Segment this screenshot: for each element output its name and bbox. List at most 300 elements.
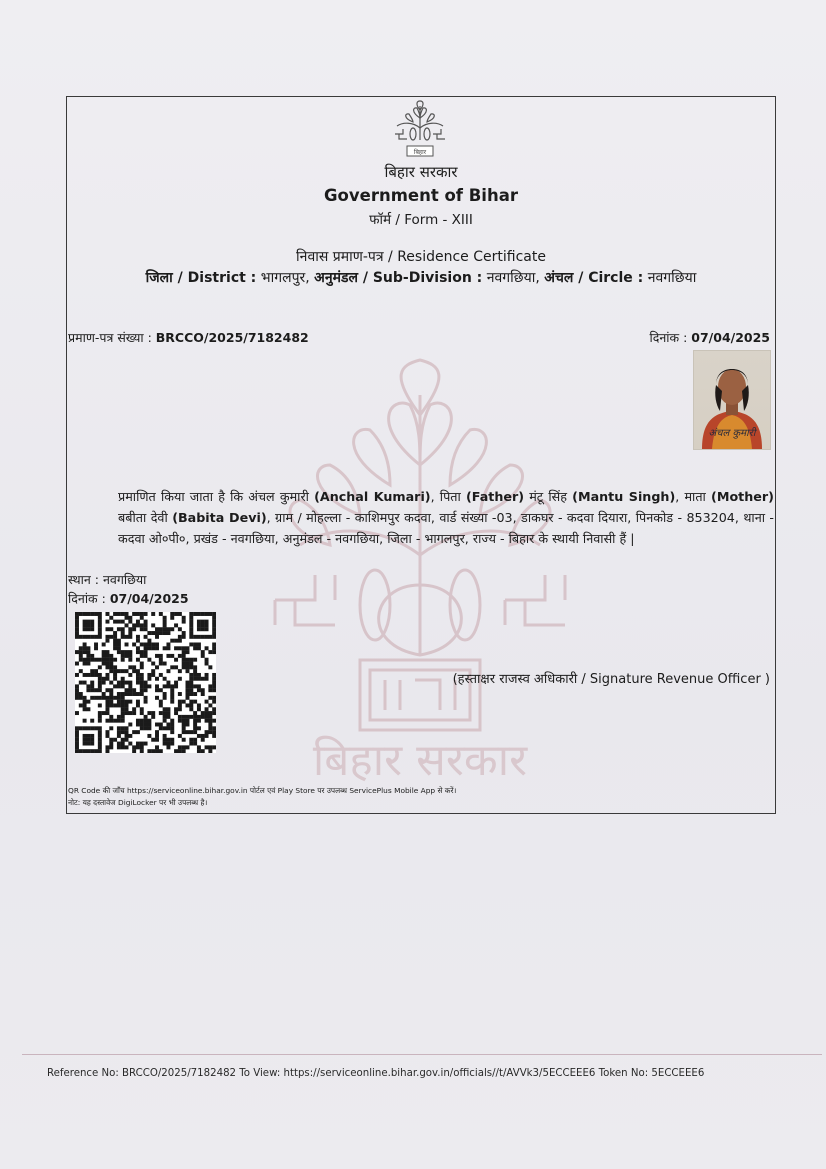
qr-module	[155, 749, 159, 753]
qr-module	[159, 723, 163, 727]
qr-module	[205, 623, 209, 627]
qr-module	[147, 658, 151, 662]
qr-module	[94, 696, 98, 700]
qr-module	[186, 715, 190, 719]
qr-module	[174, 665, 178, 669]
qr-module	[144, 723, 148, 727]
qr-module	[75, 742, 79, 746]
qr-module	[128, 620, 132, 624]
qr-module	[193, 646, 197, 650]
qr-module	[128, 681, 132, 685]
qr-module	[117, 700, 121, 704]
qr-module	[86, 684, 90, 688]
qr-module	[113, 673, 117, 677]
qr-module	[121, 700, 125, 704]
qr-module	[90, 719, 94, 723]
qr-module	[205, 677, 209, 681]
qr-module	[212, 650, 216, 654]
qr-module	[144, 719, 148, 723]
qr-module	[136, 692, 140, 696]
qr-module	[83, 623, 87, 627]
qr-module	[136, 745, 140, 749]
qr-module	[121, 635, 125, 639]
qr-module	[109, 688, 113, 692]
qr-module	[105, 627, 109, 631]
qr-module	[86, 612, 90, 616]
qr-module	[125, 703, 129, 707]
qr-module	[186, 646, 190, 650]
qr-module	[109, 696, 113, 700]
qr-module	[174, 711, 178, 715]
qr-module	[121, 627, 125, 631]
qr-module	[163, 738, 167, 742]
qr-module	[178, 677, 182, 681]
qr-module	[193, 684, 197, 688]
qr-module	[140, 650, 144, 654]
qr-module	[163, 677, 167, 681]
qr-module	[140, 673, 144, 677]
qr-module	[208, 715, 212, 719]
qr-module	[182, 700, 186, 704]
qr-module	[197, 635, 201, 639]
qr-module	[98, 749, 102, 753]
qr-module	[147, 646, 151, 650]
qr-module	[86, 742, 90, 746]
qr-module	[125, 642, 129, 646]
qr-module	[105, 654, 109, 658]
qr-module	[113, 696, 117, 700]
qr-module	[90, 742, 94, 746]
subdivision-label: अनुमंडल / Sub-Division :	[314, 270, 483, 286]
qr-module	[197, 623, 201, 627]
qr-module	[170, 696, 174, 700]
qr-module	[178, 707, 182, 711]
qr-module	[174, 749, 178, 753]
qr-module	[182, 665, 186, 669]
qr-module	[186, 703, 190, 707]
qr-module	[102, 711, 106, 715]
qr-module	[212, 707, 216, 711]
qr-module	[208, 726, 212, 730]
qr-module	[144, 620, 148, 624]
qr-module	[90, 627, 94, 631]
qr-module	[109, 658, 113, 662]
qr-module	[208, 696, 212, 700]
qr-module	[147, 711, 151, 715]
qr-module	[86, 650, 90, 654]
bihar-emblem-icon	[391, 100, 449, 158]
qr-module	[201, 749, 205, 753]
qr-module	[212, 719, 216, 723]
qr-module	[170, 688, 174, 692]
qr-module	[136, 658, 140, 662]
qr-module	[151, 612, 155, 616]
qr-module	[132, 623, 136, 627]
qr-module	[186, 692, 190, 696]
qr-module	[94, 646, 98, 650]
qr-module	[86, 623, 90, 627]
qr-module	[128, 616, 132, 620]
qr-module	[79, 646, 83, 650]
qr-module	[140, 749, 144, 753]
qr-module	[155, 677, 159, 681]
qr-module	[109, 662, 113, 666]
digilocker-note: नोट: यह दस्तावेज DigiLocker पर भी उपलब्ध है।	[68, 798, 208, 807]
qr-module	[178, 669, 182, 673]
qr-module	[186, 665, 190, 669]
father-label: (Father)	[465, 489, 525, 504]
qr-module	[155, 723, 159, 727]
qr-module	[125, 692, 129, 696]
qr-module	[125, 669, 129, 673]
qr-module	[86, 620, 90, 624]
qr-module	[178, 692, 182, 696]
qr-module	[121, 707, 125, 711]
qr-module	[189, 730, 193, 734]
qr-module	[144, 654, 148, 658]
qr-module	[75, 730, 79, 734]
qr-module	[166, 711, 170, 715]
qr-module	[128, 692, 132, 696]
qr-module	[117, 681, 121, 685]
qr-module	[147, 673, 151, 677]
qr-module	[212, 677, 216, 681]
qr-module	[79, 650, 83, 654]
qr-module	[189, 627, 193, 631]
qr-module	[147, 734, 151, 738]
qr-module	[98, 742, 102, 746]
qr-module	[170, 665, 174, 669]
qr-module	[109, 738, 113, 742]
qr-module	[147, 723, 151, 727]
qr-module	[109, 745, 113, 749]
district-label: जिला / District :	[145, 270, 257, 286]
qr-module	[170, 684, 174, 688]
qr-module	[102, 692, 106, 696]
qr-module	[174, 612, 178, 616]
qr-module	[193, 719, 197, 723]
place-label: स्थान :	[68, 572, 99, 587]
qr-module	[155, 734, 159, 738]
qr-module	[144, 635, 148, 639]
qr-module	[205, 658, 209, 662]
qr-module	[117, 696, 121, 700]
qr-module	[212, 700, 216, 704]
qr-module	[128, 650, 132, 654]
qr-module	[163, 692, 167, 696]
qr-module	[197, 627, 201, 631]
qr-module	[201, 738, 205, 742]
qr-module	[193, 677, 197, 681]
qr-module	[121, 726, 125, 730]
qr-module	[132, 711, 136, 715]
qr-module	[174, 658, 178, 662]
qr-module	[205, 719, 209, 723]
qr-module	[79, 612, 83, 616]
qr-module	[189, 715, 193, 719]
qr-module	[182, 616, 186, 620]
qr-module	[136, 719, 140, 723]
qr-module	[144, 623, 148, 627]
qr-module	[189, 700, 193, 704]
qr-module	[83, 627, 87, 631]
qr-module	[197, 612, 201, 616]
qr-module	[205, 627, 209, 631]
qr-module	[102, 696, 106, 700]
qr-module	[163, 707, 167, 711]
qr-module	[151, 646, 155, 650]
qr-module	[166, 742, 170, 746]
qr-module	[174, 684, 178, 688]
qr-module	[90, 612, 94, 616]
qr-module	[121, 650, 125, 654]
qr-module	[105, 707, 109, 711]
photo-signature: अंचल कुमारी	[708, 428, 756, 439]
qr-module	[117, 692, 121, 696]
qr-module	[159, 673, 163, 677]
qr-module	[182, 658, 186, 662]
qr-module	[98, 734, 102, 738]
qr-module	[166, 654, 170, 658]
qr-module	[178, 654, 182, 658]
qr-module	[105, 749, 109, 753]
qr-module	[182, 726, 186, 730]
qr-module	[205, 612, 209, 616]
qr-module	[121, 715, 125, 719]
qr-module	[132, 627, 136, 631]
qr-module	[170, 723, 174, 727]
qr-module	[75, 635, 79, 639]
qr-module	[166, 715, 170, 719]
qr-module	[197, 745, 201, 749]
qr-module	[163, 662, 167, 666]
certificate-date	[649, 329, 770, 346]
qr-module	[205, 745, 209, 749]
qr-module	[125, 700, 129, 704]
qr-module	[140, 692, 144, 696]
body-text-2: , पिता	[430, 489, 461, 504]
qr-module	[75, 627, 79, 631]
qr-module	[75, 673, 79, 677]
qr-module	[83, 734, 87, 738]
qr-module	[136, 669, 140, 673]
qr-module	[166, 723, 170, 727]
qr-module	[208, 688, 212, 692]
qr-module	[98, 631, 102, 635]
issue-date-label: दिनांक :	[68, 591, 106, 606]
qr-module	[121, 654, 125, 658]
qr-module	[178, 734, 182, 738]
qr-module	[117, 627, 121, 631]
qr-module	[170, 612, 174, 616]
qr-module	[121, 620, 125, 624]
qr-module	[159, 631, 163, 635]
place	[68, 571, 146, 588]
qr-module	[121, 730, 125, 734]
certificate-date-value: 07/04/2025	[691, 330, 770, 345]
qr-module	[197, 646, 201, 650]
qr-module	[109, 627, 113, 631]
qr-module	[144, 650, 148, 654]
qr-module	[178, 745, 182, 749]
qr-module	[75, 726, 79, 730]
qr-module	[186, 696, 190, 700]
qr-module	[98, 684, 102, 688]
qr-module	[75, 623, 79, 627]
qr-module	[117, 669, 121, 673]
qr-module	[98, 612, 102, 616]
certificate-number-value: BRCCO/2025/7182482	[155, 330, 309, 345]
qr-module	[86, 658, 90, 662]
qr-module	[147, 631, 151, 635]
qr-module	[128, 665, 132, 669]
qr-module	[98, 623, 102, 627]
qr-module	[189, 692, 193, 696]
qr-module	[186, 723, 190, 727]
qr-module	[125, 726, 129, 730]
qr-module	[117, 639, 121, 643]
qr-module	[186, 650, 190, 654]
qr-module	[83, 742, 87, 746]
qr-module	[125, 688, 129, 692]
qr-module	[132, 745, 136, 749]
qr-module	[90, 684, 94, 688]
qr-module	[201, 688, 205, 692]
qr-module	[83, 681, 87, 685]
qr-code-icon[interactable]	[75, 612, 216, 753]
emblem-text: बिहार	[413, 149, 427, 156]
qr-module	[121, 719, 125, 723]
qr-module	[98, 703, 102, 707]
qr-module	[113, 658, 117, 662]
qr-module	[98, 696, 102, 700]
qr-module	[105, 620, 109, 624]
qr-module	[163, 734, 167, 738]
qr-module	[90, 658, 94, 662]
qr-module	[189, 620, 193, 624]
qr-module	[117, 703, 121, 707]
applicant-photo	[693, 350, 771, 450]
qr-module	[166, 646, 170, 650]
qr-module	[166, 669, 170, 673]
qr-module	[128, 654, 132, 658]
qr-module	[140, 684, 144, 688]
qr-module	[189, 688, 193, 692]
qr-module	[79, 726, 83, 730]
qr-module	[193, 665, 197, 669]
father-name-english: (Mantu Singh)	[572, 489, 676, 504]
qr-module	[128, 635, 132, 639]
qr-module	[75, 745, 79, 749]
qr-module	[117, 734, 121, 738]
qr-module	[197, 719, 201, 723]
qr-module	[98, 658, 102, 662]
qr-module	[83, 650, 87, 654]
qr-module	[83, 635, 87, 639]
qr-module	[155, 654, 159, 658]
qr-module	[186, 662, 190, 666]
qr-module	[205, 734, 209, 738]
place-value: नवगछिया	[102, 572, 147, 587]
qr-module	[136, 681, 140, 685]
qr-module	[83, 707, 87, 711]
qr-module	[159, 703, 163, 707]
qr-module	[98, 627, 102, 631]
qr-module	[201, 623, 205, 627]
qr-module	[147, 749, 151, 753]
qr-module	[94, 688, 98, 692]
qr-module	[86, 646, 90, 650]
subdivision-value: नवगछिया,	[486, 270, 540, 286]
qr-module	[163, 742, 167, 746]
qr-module	[208, 749, 212, 753]
qr-module	[121, 692, 125, 696]
qr-module	[182, 662, 186, 666]
qr-module	[212, 635, 216, 639]
qr-module	[113, 684, 117, 688]
qr-module	[189, 623, 193, 627]
qr-module	[163, 616, 167, 620]
qr-module	[105, 688, 109, 692]
qr-module	[90, 620, 94, 624]
qr-module	[159, 700, 163, 704]
qr-module	[86, 726, 90, 730]
qr-module	[212, 616, 216, 620]
qr-module	[98, 665, 102, 669]
qr-module	[140, 707, 144, 711]
qr-module	[193, 673, 197, 677]
qr-module	[186, 745, 190, 749]
qr-module	[140, 745, 144, 749]
qr-module	[182, 646, 186, 650]
qr-module	[201, 612, 205, 616]
qr-module	[208, 719, 212, 723]
qr-module	[140, 688, 144, 692]
qr-module	[75, 734, 79, 738]
qr-module	[136, 612, 140, 616]
qr-module	[212, 711, 216, 715]
qr-module	[197, 673, 201, 677]
qr-module	[182, 715, 186, 719]
qr-module	[86, 738, 90, 742]
qr-module	[90, 669, 94, 673]
certificate-number	[68, 329, 309, 346]
qr-module	[147, 642, 151, 646]
qr-module	[159, 627, 163, 631]
qr-module	[128, 734, 132, 738]
qr-module	[193, 738, 197, 742]
qr-module	[94, 612, 98, 616]
mother-name-hindi: बबीता देवी	[118, 510, 168, 525]
qr-module	[189, 742, 193, 746]
qr-module	[98, 726, 102, 730]
qr-module	[159, 654, 163, 658]
qr-module	[128, 688, 132, 692]
qr-module	[113, 612, 117, 616]
qr-module	[128, 742, 132, 746]
qr-module	[140, 616, 144, 620]
qr-module	[155, 696, 159, 700]
qr-module	[178, 635, 182, 639]
mother-label: (Mother)	[711, 489, 774, 504]
qr-module	[121, 742, 125, 746]
qr-module	[128, 723, 132, 727]
qr-module	[128, 631, 132, 635]
qr-module	[212, 726, 216, 730]
qr-module	[102, 650, 106, 654]
qr-module	[151, 669, 155, 673]
qr-module	[189, 616, 193, 620]
